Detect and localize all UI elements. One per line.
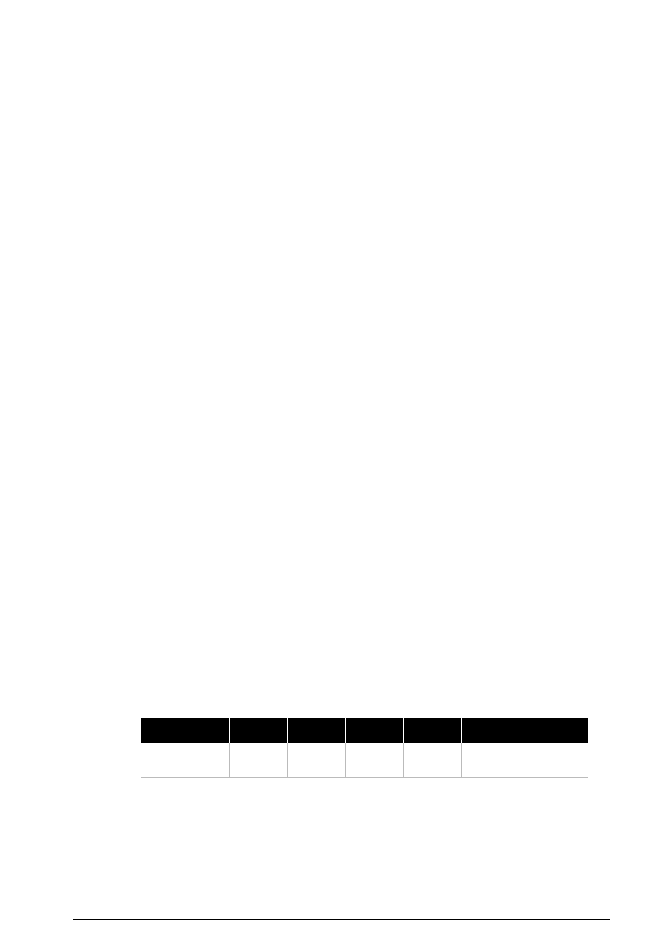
cell-2026 <box>288 743 346 778</box>
header-2021 <box>230 718 288 743</box>
header-2026 <box>288 718 346 743</box>
cell-2036 <box>404 743 462 778</box>
cell-total-change <box>462 743 589 778</box>
header-2031 <box>346 718 404 743</box>
row-label <box>141 743 230 778</box>
header-suburb <box>141 718 230 743</box>
cell-2031 <box>346 743 404 778</box>
header-2036 <box>404 718 462 743</box>
header-total-change <box>462 718 589 743</box>
footer-rule <box>73 919 610 920</box>
population-table <box>141 718 588 778</box>
cell-2021 <box>230 743 288 778</box>
table-header-row <box>141 718 588 743</box>
table-row <box>141 743 588 778</box>
